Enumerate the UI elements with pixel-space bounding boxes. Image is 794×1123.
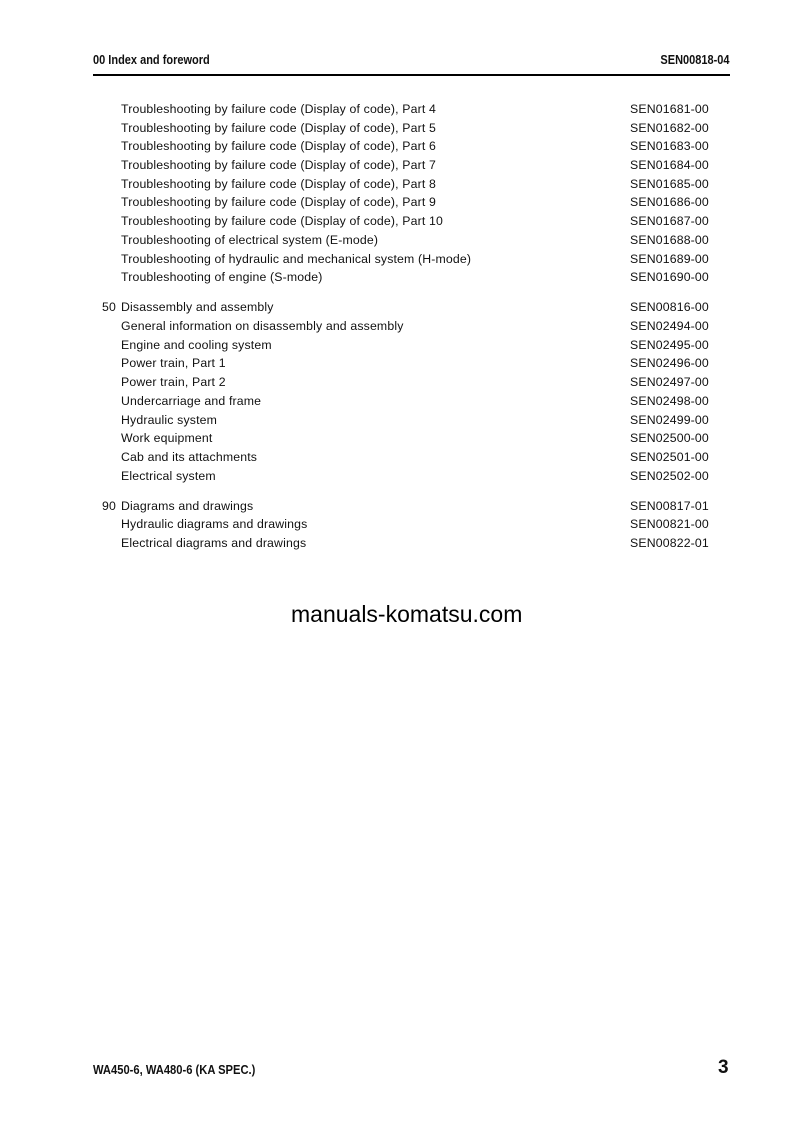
toc-row[interactable]: [0, 467, 794, 486]
toc-row[interactable]: [0, 156, 794, 175]
toc-title: Diagrams and drawings: [121, 498, 254, 513]
toc-row[interactable]: [0, 411, 794, 430]
toc-row[interactable]: [0, 250, 794, 269]
toc-code: SEN01681-00: [630, 102, 709, 116]
toc-title: Troubleshooting of engine (S-mode): [121, 270, 323, 285]
toc-row[interactable]: [0, 175, 794, 194]
toc-title: Electrical diagrams and drawings: [121, 536, 307, 551]
toc-code: SEN01683-00: [630, 139, 709, 154]
toc-code: SEN02502-00: [630, 468, 709, 483]
toc-title: Disassembly and assembly: [121, 300, 274, 315]
toc-title: Troubleshooting by failure code (Display of code), Part 8: [121, 176, 436, 191]
toc-row[interactable]: [0, 392, 794, 411]
toc-code: SEN00816-00: [630, 300, 709, 315]
header-rule: [93, 74, 730, 76]
toc-row[interactable]: [0, 515, 794, 534]
toc-code: SEN01686-00: [630, 195, 709, 210]
toc-code: SEN02496-00: [630, 356, 709, 371]
toc-title: General information on disassembly and assembly: [121, 319, 404, 334]
toc-row[interactable]: [0, 534, 794, 553]
toc-code: SEN01682-00: [630, 120, 709, 135]
toc-row[interactable]: [0, 212, 794, 231]
toc-title: Troubleshooting by failure code (Display of code), Part 6: [121, 139, 436, 154]
toc-title: Work equipment: [121, 431, 213, 446]
toc-group: [0, 497, 794, 553]
toc-code: SEN01684-00: [630, 158, 709, 173]
toc-code: SEN02500-00: [630, 431, 709, 446]
toc-title: Engine and cooling system: [121, 337, 272, 352]
toc-row[interactable]: [0, 429, 794, 448]
toc-code: SEN01688-00: [630, 232, 709, 247]
toc-row[interactable]: [0, 119, 794, 138]
toc-group: [0, 298, 794, 485]
toc-row[interactable]: [0, 448, 794, 467]
toc-row[interactable]: [0, 100, 794, 119]
toc-code: SEN02501-00: [630, 449, 709, 464]
toc-code: SEN00821-00: [630, 517, 709, 532]
section-number: 90: [102, 498, 116, 513]
section-title: 00 Index and foreword: [93, 53, 210, 67]
toc-title: Power train, Part 1: [121, 356, 226, 371]
toc-row[interactable]: [0, 298, 794, 317]
toc-row[interactable]: [0, 268, 794, 287]
section-number: 50: [102, 300, 116, 315]
toc-code: SEN02497-00: [630, 375, 709, 390]
toc-code: SEN01690-00: [630, 270, 709, 285]
toc-code: SEN00817-01: [630, 498, 709, 513]
toc-title: Cab and its attachments: [121, 449, 258, 464]
toc-row[interactable]: [0, 231, 794, 250]
toc-code: SEN01685-00: [630, 176, 709, 191]
page-number: 3: [718, 1057, 729, 1078]
toc-code: SEN02494-00: [630, 319, 709, 334]
table-of-contents: [0, 100, 794, 564]
toc-code: SEN02499-00: [630, 412, 709, 427]
toc-title: Troubleshooting by failure code (Display of code), Part 9: [121, 195, 436, 210]
toc-title: Troubleshooting by failure code (Display of code), Part 7: [121, 158, 436, 173]
toc-group: [0, 100, 794, 287]
toc-title: Troubleshooting by failure code (Display of code), Part 10: [121, 214, 443, 229]
document-code: SEN00818-04: [660, 53, 730, 67]
toc-row[interactable]: [0, 497, 794, 516]
watermark: manuals-komatsu.com: [291, 601, 523, 627]
toc-row[interactable]: [0, 193, 794, 212]
toc-code: SEN02498-00: [630, 393, 709, 408]
toc-row[interactable]: [0, 373, 794, 392]
toc-row[interactable]: [0, 137, 794, 156]
toc-code: SEN01687-00: [630, 214, 709, 229]
toc-title: Power train, Part 2: [121, 375, 226, 390]
toc-row[interactable]: [0, 354, 794, 373]
toc-code: SEN02495-00: [630, 337, 709, 352]
toc-row[interactable]: [0, 336, 794, 355]
toc-row[interactable]: [0, 317, 794, 336]
toc-code: SEN01689-00: [630, 251, 709, 266]
toc-code: SEN00822-01: [630, 536, 709, 551]
toc-title: Electrical system: [121, 468, 216, 483]
toc-title: Hydraulic system: [121, 412, 218, 427]
toc-title: Troubleshooting of electrical system (E-mode): [121, 232, 379, 247]
toc-title: Troubleshooting by failure code (Display of code), Part 4: [121, 102, 436, 116]
toc-title: Troubleshooting of hydraulic and mechanical system (H-mode): [121, 251, 472, 266]
toc-title: Undercarriage and frame: [121, 393, 262, 408]
footer-model: WA450-6, WA480-6 (KA SPEC.): [93, 1062, 256, 1077]
toc-title: Hydraulic diagrams and drawings: [121, 517, 308, 532]
toc-title: Troubleshooting by failure code (Display of code), Part 5: [121, 120, 436, 135]
